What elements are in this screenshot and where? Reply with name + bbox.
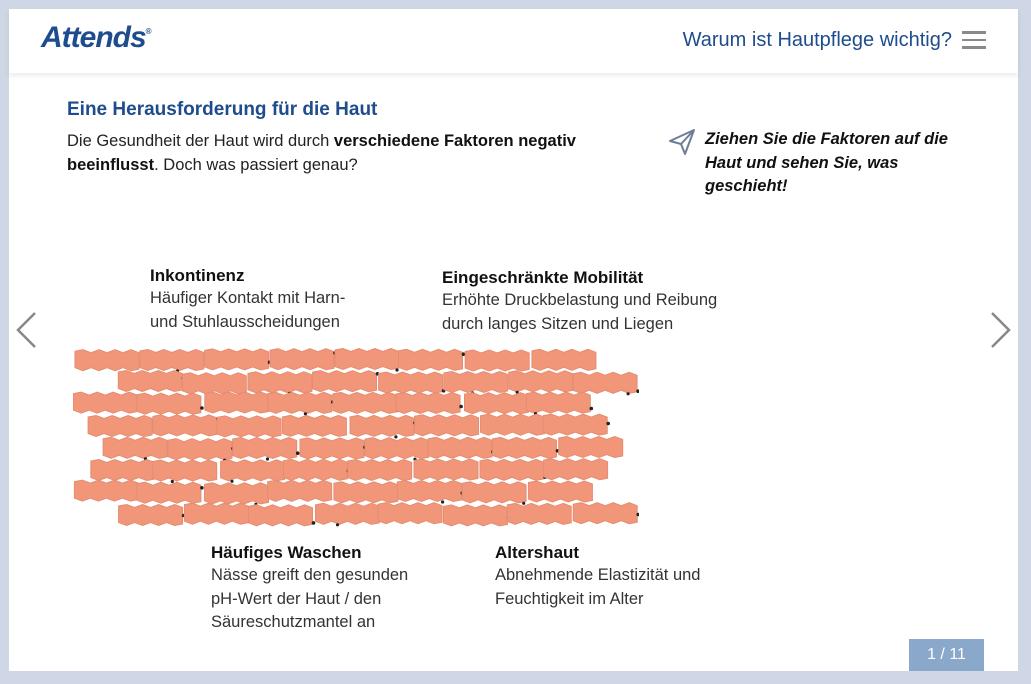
- brick-cell: [398, 349, 462, 370]
- gap-dot: [590, 407, 594, 411]
- brick-cell: [443, 505, 507, 526]
- factor-incontinence[interactable]: [150, 265, 345, 334]
- factor-description: Erhöhte Druckbelastung und Reibung durch langes Sitzen und Liegen: [442, 291, 718, 333]
- factor-washing[interactable]: [211, 542, 408, 635]
- factor-aging-skin[interactable]: [495, 542, 700, 611]
- brick-cell: [334, 482, 398, 503]
- gap-dot: [200, 486, 204, 490]
- skin-barrier-illustration[interactable]: [73, 347, 639, 539]
- brick-cell: [480, 459, 544, 480]
- gap-dot: [200, 406, 204, 410]
- drag-instruction: Ziehen Sie die Faktoren auf die Haut und sehen Sie, was geschieht!: [705, 130, 948, 195]
- brick-cell: [465, 350, 529, 371]
- factor-mobility[interactable]: [442, 267, 717, 336]
- brick-cell: [137, 393, 201, 414]
- gap-dot: [266, 457, 269, 460]
- factor-title: Altershaut: [495, 543, 580, 562]
- factor-title: Inkontinenz: [150, 266, 245, 285]
- factor-description: Abnehmende Elastizität und Feuchtigkeit im Alter: [495, 566, 701, 608]
- brick-cell: [248, 372, 312, 393]
- brick-cell: [73, 392, 137, 413]
- slide-frame: [9, 9, 1018, 671]
- brick-cell: [397, 481, 461, 502]
- brick-cell: [396, 393, 460, 414]
- brick-cell: [153, 415, 217, 436]
- factor-description: Häufiger Kontakt mit Harn- und Stuhlausscheidungen: [150, 289, 346, 331]
- brick-cell: [348, 460, 412, 481]
- brick-cell: [153, 460, 217, 481]
- brick-cell: [268, 480, 332, 501]
- gap-dot: [459, 405, 463, 409]
- chevron-right-icon[interactable]: [988, 310, 1014, 350]
- brick-cell: [283, 459, 347, 480]
- brick-cell: [88, 416, 152, 437]
- brick-cell: [333, 392, 397, 413]
- header-bar: [9, 9, 1018, 73]
- brick-cell: [532, 349, 596, 370]
- factor-description: Nässe greift den gesunden pH-Wert der Haut / den Säureschutzmantel an: [211, 566, 409, 631]
- section-heading: Eine Herausforderung für die Haut: [67, 99, 378, 120]
- brick-cell: [350, 415, 414, 436]
- brick-cell: [282, 415, 346, 436]
- brick-cell: [365, 438, 429, 459]
- chevron-left-icon[interactable]: [13, 310, 39, 350]
- brick-cell: [184, 503, 248, 524]
- brick-cell: [543, 414, 607, 435]
- brick-cell: [428, 437, 492, 458]
- brick-cell: [74, 480, 138, 501]
- page-indicator: 1 / 11: [909, 639, 984, 671]
- paper-plane-icon: [667, 127, 697, 157]
- intro-emphasis: verschiedene Faktoren negativ beeinflusst: [67, 132, 576, 174]
- gap-dot: [606, 422, 610, 426]
- brick-cell: [315, 503, 379, 524]
- brick-cell: [378, 503, 442, 524]
- brick-cell: [182, 373, 246, 394]
- brick-cell: [103, 437, 167, 458]
- gap-dot: [171, 480, 174, 483]
- gap-dot: [395, 368, 398, 371]
- brick-cell: [313, 371, 377, 392]
- brick-cell: [233, 438, 297, 459]
- brick-cell: [444, 372, 508, 393]
- brick-cell: [205, 349, 269, 370]
- intro-text: Die Gesundheit der Haut wird durch verschiedene Faktoren negativ beeinflusst. Doch was passiert genau?: [67, 132, 576, 174]
- brick-cell: [509, 371, 573, 392]
- brick-cell: [249, 505, 313, 526]
- brick-cell: [528, 481, 592, 502]
- hamburger-menu-icon[interactable]: [962, 31, 986, 49]
- factor-title: Eingeschränkte Mobilität: [442, 268, 644, 287]
- gap-dot: [296, 451, 300, 455]
- brick-cell: [205, 483, 269, 504]
- gap-dot: [627, 392, 630, 395]
- factor-title: Häufiges Waschen: [211, 543, 362, 562]
- brick-cell: [205, 392, 269, 413]
- header-title: Warum ist Hautpflege wichtig?: [682, 29, 952, 51]
- brick-cell: [300, 438, 364, 459]
- gap-dot: [394, 435, 397, 438]
- gap-dot: [441, 500, 444, 503]
- brick-cell: [137, 482, 201, 503]
- brick-cell: [462, 482, 526, 503]
- brick-cell: [91, 460, 155, 481]
- brick-cell: [335, 349, 399, 370]
- brick-cell: [168, 439, 232, 460]
- brick-cell: [544, 459, 608, 480]
- brick-cell: [573, 372, 637, 393]
- brick-cell: [507, 503, 571, 524]
- brick-cell: [75, 350, 139, 371]
- brick-cell: [268, 392, 332, 413]
- brick-cell: [481, 414, 545, 435]
- brick-cell: [492, 437, 556, 458]
- attends-logo: Attends®: [41, 21, 151, 54]
- brick-cell: [464, 393, 528, 414]
- gap-dot: [230, 480, 233, 483]
- gap-dot: [336, 523, 339, 526]
- gap-dot: [312, 521, 316, 525]
- brick-cell: [526, 392, 590, 413]
- brick-cell: [119, 505, 183, 526]
- brick-cell: [217, 416, 281, 437]
- brick-cell: [270, 349, 334, 370]
- gap-dot: [522, 502, 525, 505]
- brick-cell: [140, 350, 204, 371]
- brick-cell: [415, 415, 479, 436]
- brick-cell: [118, 371, 182, 392]
- brick-cell: [414, 459, 478, 480]
- brick-cell: [221, 460, 285, 481]
- brick-cell: [573, 503, 637, 524]
- brick-cell: [559, 437, 623, 458]
- brick-cell: [379, 372, 443, 393]
